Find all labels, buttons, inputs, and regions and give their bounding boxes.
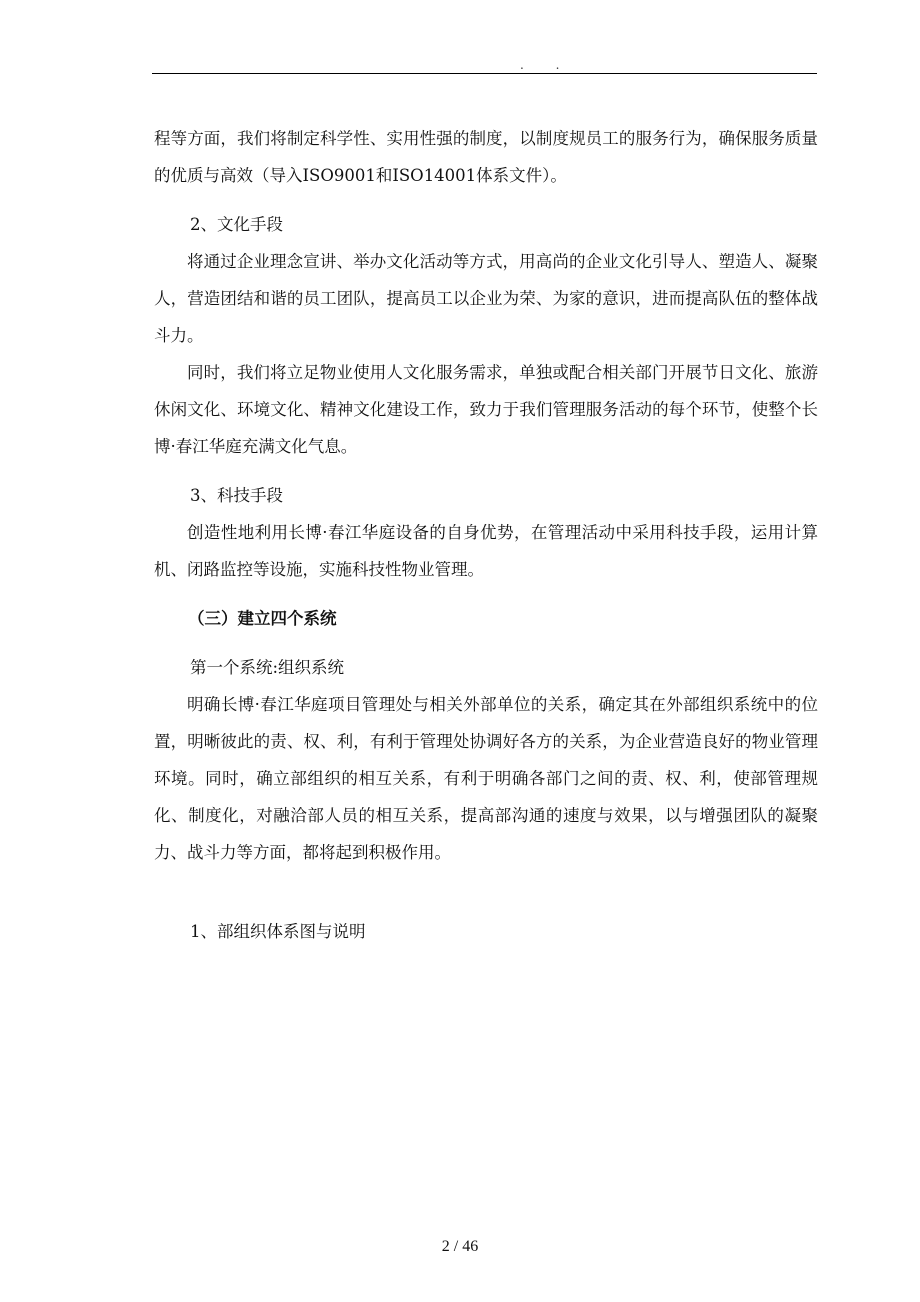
paragraph-culture-service: 同时，我们将立足物业使用人文化服务需求，单独或配合相关部门开展节日文化、旅游休闲文化、环境文化、精神文化建设工作，致力于我们管理服务活动的每个环节，使整个长博·春江华庭充满文化气息。: [154, 363, 818, 456]
document-body: [154, 120, 818, 950]
page-header-mark: . .: [520, 58, 574, 72]
subheading-org-chart: 1、部组织体系图与说明: [190, 922, 366, 941]
paragraph-technology: 创造性地利用长博·春江华庭设备的自身优势，在管理活动中采用科技手段，运用计算机、闭路监控等设施，实施科技性物业管理。: [154, 523, 818, 579]
section-heading-four-systems: （三）建立四个系统: [188, 609, 337, 628]
page-number: 2 / 46: [441, 1238, 479, 1255]
subheading-culture: 2、文化手段: [190, 215, 283, 234]
subheading-technology: 3、科技手段: [190, 486, 283, 505]
header-rule: [152, 73, 817, 74]
subheading-organization-system: 第一个系统:组织系统: [190, 658, 345, 677]
paragraph-organization-system: 明确长博·春江华庭项目管理处与相关外部单位的关系，确定其在外部组织系统中的位置，明晰彼此的责、权、利，有利于管理处协调好各方的关系，为企业营造良好的物业管理环境。同时，确立部组织的相互关系，有利于明确各部门之间的责、权、利，使部管理规化、制度化，对融洽部人员的相互关系，提高部沟通的速度与效果，以与增强团队的凝聚力、战斗力等方面，都将起到积极作用。: [154, 695, 818, 862]
paragraph-culture: 将通过企业理念宣讲、举办文化活动等方式，用高尚的企业文化引导人、塑造人、凝聚人，营造团结和谐的员工团队，提高员工以企业为荣、为家的意识，进而提高队伍的整体战斗力。: [154, 252, 818, 345]
paragraph-continuation: 程等方面，我们将制定科学性、实用性强的制度，以制度规员工的服务行为，确保服务质量的优质与高效（导入ISO9001和ISO14001体系文件）。: [154, 129, 818, 185]
